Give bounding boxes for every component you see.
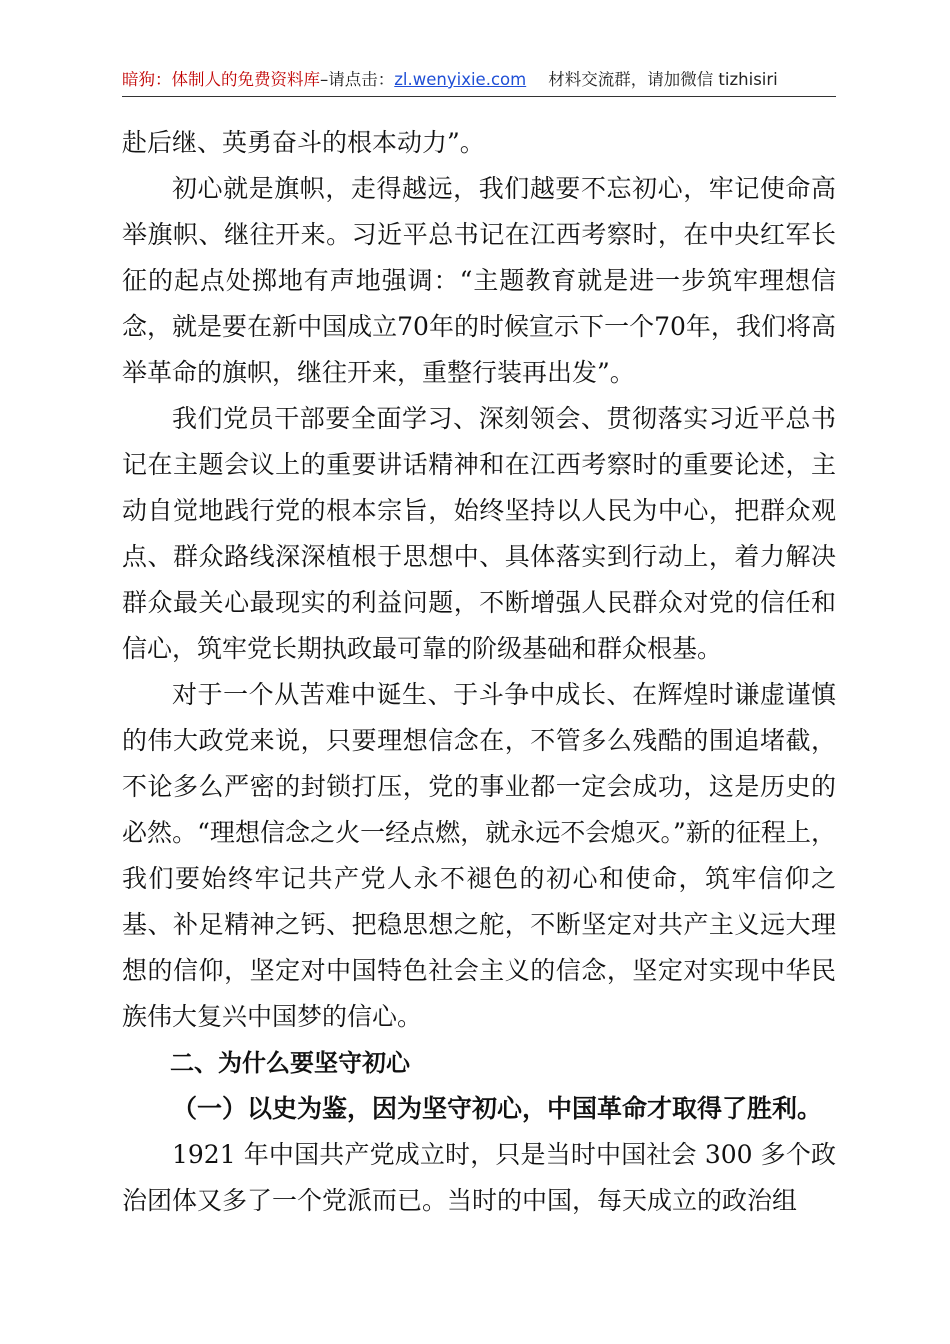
paragraph-5: 1921 年中国共产党成立时，只是当时中国社会 300 多个政治团体又多了一个党派而已。当时的中国，每天成立的政治组 [122,1140,836,1215]
header-click-prefix: –请点击： [320,70,395,89]
document-body [122,120,836,1224]
header-source: 暗狗：体制人的免费资料库 [122,70,320,89]
section-heading: 二、为什么要坚守初心 [170,1049,410,1077]
paragraph-4: 对于一个从苦难中诞生、于斗争中成长、在辉煌时谦虚谨慎的伟大政党来说，只要理想信念在，不管多么残酷的围追堵截，不论多么严密的封锁打压，党的事业都一定会成功，这是历史的必然。“理想信念之火一经点燃，就永远不会熄灭。”新的征程上，我们要始终牢记共产党人永不褪色的初心和使命，筑牢信仰之基、补足精神之钙、把稳思想之舵，不断坚定对共产主义远大理想的信仰，坚定对中国特色社会主义的信念，坚定对实现中华民族伟大复兴中国梦的信心。 [122,680,836,1031]
paragraph-1: 赴后继、英勇奋斗的根本动力”。 [122,128,485,157]
subsection-heading: （一）以史为鉴，因为坚守初心，中国革命才取得了胜利。 [172,1094,823,1123]
header-contact: 材料交流群，请加微信 tizhisiri [548,70,778,89]
page-header [122,66,836,97]
paragraph-2: 初心就是旗帜，走得越远，我们越要不忘初心，牢记使命高举旗帜、继往开来。习近平总书记在江西考察时，在中央红军长征的起点处掷地有声地强调：“主题教育就是进一步筑牢理想信念，就是要在新中国成立70年的时候宣示下一个70年，我们将高举革命的旗帜，继往开来，重整行装再出发”。 [122,174,836,387]
header-link[interactable]: zl.wenyixie.com [394,70,527,89]
paragraph-3: 我们党员干部要全面学习、深刻领会、贯彻落实习近平总书记在主题会议上的重要讲话精神和在江西考察时的重要论述，主动自觉地践行党的根本宗旨，始终坚持以人民为中心，把群众观点、群众路线深深植根于思想中、具体落实到行动上，着力解决群众最关心最现实的利益问题，不断增强人民群众对党的信任和信心，筑牢党长期执政最可靠的阶级基础和群众根基。 [122,404,836,663]
